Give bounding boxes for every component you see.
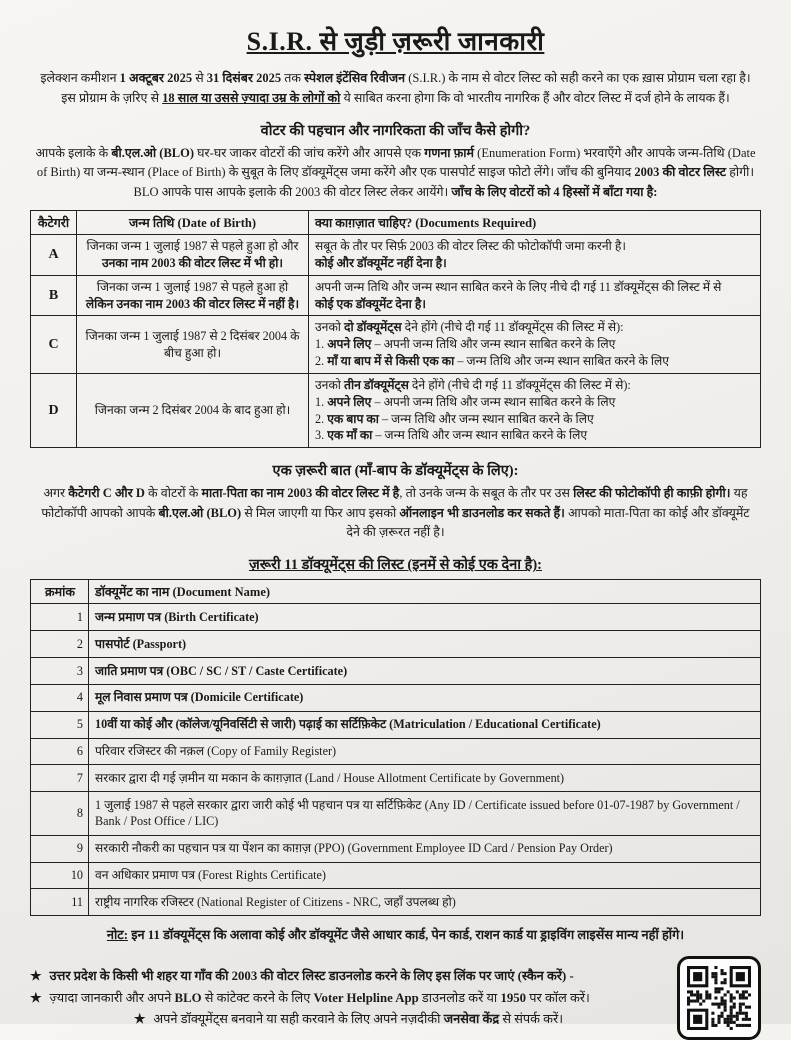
serial-header: क्रमांक: [31, 580, 89, 604]
star-icon: ★: [133, 1011, 146, 1026]
qr-pattern-icon: [687, 966, 751, 1030]
documents-line: 1. अपने लिए – अपनी जन्म तिथि और जन्म स्थान साबित करने के लिए: [315, 337, 616, 352]
category-row-D: [31, 373, 761, 447]
document-serial: 11: [31, 889, 89, 916]
document-name: जाति प्रमाण पत्र (OBC / SC / ST / Caste Certificate): [89, 658, 761, 685]
document-row-5: [31, 711, 761, 738]
dob-cell: जिनका जन्म 1 जुलाई 1987 से पहले हुआ हो लेकिन उनका नाम 2003 की वोटर लिस्ट में नहीं है।: [77, 275, 309, 316]
footer-bullet-text: अपने डॉक्यूमेंट्स बनवाने या सही करवाने के लिए अपने नज़दीकी जनसेवा केंद्र से संपर्क करें।: [153, 1011, 564, 1026]
document-row-2: [31, 631, 761, 658]
documents-cell: [309, 235, 761, 276]
documents-line: उनको तीन डॉक्यूमेंट्स देने होंगे (नीचे दी गई 11 डॉक्यूमेंट्स की लिस्ट में से):: [315, 377, 631, 392]
documents-table-header-row: [31, 580, 761, 604]
document-name: सरकारी नौकरी का पहचान पत्र या पेंशन का काग़ज़ (PPO) (Government Employee ID Card / Pension Pay Order): [89, 835, 761, 862]
category-row-A: [31, 235, 761, 276]
category-letter: D: [31, 373, 77, 447]
document-name: मूल निवास प्रमाण पत्र (Domicile Certificate): [89, 684, 761, 711]
document-row-3: [31, 658, 761, 685]
page-title: S.I.R. से जुड़ी ज़रूरी जानकारी: [246, 27, 545, 56]
document-name: पासपोर्ट (Passport): [89, 631, 761, 658]
document-name: जन्म प्रमाण पत्र (Birth Certificate): [89, 604, 761, 631]
documents-table: [30, 579, 761, 916]
documents-table-body: [31, 604, 761, 916]
document-name: सरकार द्वारा दी गई ज़मीन या मकान के काग़ज़ात (Land / House Allotment Certificate by Government): [89, 765, 761, 792]
category-header: कैटेगरी: [31, 211, 77, 235]
note-line: नोट: इन 11 डॉक्यूमेंट्स कि अलावा कोई और डॉक्यूमेंट जैसे आधार कार्ड, पेन कार्ड, राशन कार्ड या ड्राइविंग लाइसेंस मान्य नहीं होंगे।: [106, 928, 685, 943]
document-serial: 8: [31, 792, 89, 836]
document-name: परिवार रजिस्टर की नक़ल (Copy of Family Register): [89, 738, 761, 765]
documents-line: 2. एक बाप का – जन्म तिथि और जन्म स्थान साबित करने के लिए: [315, 411, 594, 426]
parents-docs-paragraph: अगर कैटेगरी C और D के वोटरों के माता-पिता का नाम 2003 की वोटर लिस्ट में है, तो उनके जन्म के सबूत के तौर पर उस लिस्ट की फोटोकॉपी ही काफ़ी होगी। यह फोटोकॉपी आपको आपके बी.एल.ओ (BLO) से मिल जाएगी या फिर आप इसको ऑनलाइन भी डाउनलोड कर सकते हैं। आपको माता-पिता का कोई और डॉक्यूमेंट देने की ज़रूरत नहीं है।: [41, 486, 750, 539]
footer: [30, 956, 761, 1040]
document-serial: 1: [31, 604, 89, 631]
document-serial: 4: [31, 684, 89, 711]
document-name-header: डॉक्यूमेंट का नाम (Document Name): [89, 580, 761, 604]
documents-line: 3. एक माँ का – जन्म तिथि और जन्म स्थान साबित करने के लिए: [315, 428, 588, 443]
document-name: राष्ट्रीय नागरिक रजिस्टर (National Register of Citizens - NRC, जहाँ उपलब्ध हो): [89, 889, 761, 916]
category-row-B: [31, 275, 761, 316]
qr-code: [677, 956, 761, 1040]
footer-bullet-2: [30, 988, 667, 1009]
document-row-10: [31, 862, 761, 889]
category-table-header-row: [31, 211, 761, 235]
footer-bullet-text: उत्तर प्रदेश के किसी भी शहर या गाँव की 2003 की वोटर लिस्ट डाउनलोड करने के लिए इस लिंक पर जाएं (स्कैन करें) -: [49, 969, 574, 984]
category-letter: B: [31, 275, 77, 316]
dob-cell: जिनका जन्म 1 जुलाई 1987 से 2 दिसंबर 2004 के बीच हुआ हो।: [77, 316, 309, 373]
document-serial: 10: [31, 862, 89, 889]
dob-cell: जिनका जन्म 1 जुलाई 1987 से पहले हुआ हो और उनका नाम 2003 की वोटर लिस्ट में भी हो।: [77, 235, 309, 276]
documents-cell: [309, 275, 761, 316]
footer-bullets: [30, 966, 667, 1029]
category-table: [30, 210, 761, 448]
footer-bullet-text: ज़्यादा जानकारी और अपने BLO से कांटेक्ट करने के लिए Voter Helpline App डाउनलोड करें या 1950 पर कॉल करें।: [49, 990, 590, 1005]
document-serial: 6: [31, 738, 89, 765]
documents-line: 2. माँ या बाप में से किसी एक का – जन्म तिथि और जन्म स्थान साबित करने के लिए: [315, 354, 670, 369]
document-row-7: [31, 765, 761, 792]
document-row-1: [31, 604, 761, 631]
document-row-11: [31, 889, 761, 916]
footer-bullet-1: [30, 966, 667, 987]
dob-header: जन्म तिथि (Date of Birth): [77, 211, 309, 235]
document-serial: 7: [31, 765, 89, 792]
document-serial: 9: [31, 835, 89, 862]
document-name: 1 जुलाई 1987 से पहले सरकार द्वारा जारी कोई भी पहचान पत्र या सर्टिफ़िकेट (Any ID / Certificate issued before 01-07-1987 by Government / Bank / Post Office / LIC): [89, 792, 761, 836]
documents-line: कोई एक डॉक्यूमेंट देना है।: [315, 296, 426, 311]
category-row-C: [31, 316, 761, 373]
document-row-6: [31, 738, 761, 765]
document-row-9: [31, 835, 761, 862]
intro-paragraph: इलेक्शन कमीशन 1 अक्टूबर 2025 से 31 दिसंबर 2025 तक स्पेशल इंटेंसिव रिवीजन (S.I.R.) के नाम से वोटर लिस्ट को सही करने का एक ख़ास प्रोग्राम चला रहा है। इस प्रोग्राम के ज़रिए से 18 साल या उससे ज़्यादा उम्र के लोगों को ये साबित करना होगा कि वो भारतीय नागरिक हैं और वोटर लिस्ट में दर्ज होने के लायक हैं।: [40, 71, 751, 105]
document-name: 10वीं या कोई और (कॉलेज/यूनिवर्सिटी से जारी) पढ़ाई का सर्टिफ़िकेट (Matriculation / Educational Certificate): [89, 711, 761, 738]
documents-line: उनको दो डॉक्यूमेंट्स देने होंगे (नीचे दी गई 11 डॉक्यूमेंट्स की लिस्ट में से):: [315, 320, 624, 335]
documents-line: कोई और डॉक्यूमेंट नहीं देना है।: [315, 255, 447, 270]
category-letter: A: [31, 235, 77, 276]
document-row-4: [31, 684, 761, 711]
identity-check-heading: वोटर की पहचान और नागरिकता की जाँच कैसे होगी?: [260, 123, 531, 139]
documents-list-heading: ज़रूरी 11 डॉक्यूमेंट्स की लिस्ट (इनमें से कोई एक देना है):: [248, 557, 543, 574]
star-icon: ★: [30, 969, 42, 984]
documents-line: अपनी जन्म तिथि और जन्म स्थान साबित करने के लिए नीचे दी गई 11 डॉक्यूमेंट्स की लिस्ट में से: [315, 279, 722, 294]
document-serial: 5: [31, 711, 89, 738]
category-table-body: [31, 235, 761, 448]
document-row-8: [31, 792, 761, 836]
documents-line: सबूत के तौर पर सिर्फ़ 2003 की वोटर लिस्ट की फोटोकॉपी जमा करनी है।: [315, 239, 626, 254]
documents-line: 1. अपने लिए – अपनी जन्म तिथि और जन्म स्थान साबित करने के लिए: [315, 394, 616, 409]
star-icon: ★: [30, 990, 42, 1005]
blo-paragraph: आपके इलाके के बी.एल.ओ (BLO) घर-घर जाकर वोटरों की जांच करेंगे और आपसे एक गणना फ़ार्म (Enumeration Form) भरवाएँगे और आपके जन्म-तिथि (Date of Birth) या जन्म-स्थान (Place of Birth) के सुबूत के लिए डॉक्यूमेंट्स जमा करेंगे और एक पासपोर्ट साइज फोटो लेंगे। जाँच की बुनियाद 2003 की वोटर लिस्ट होगी। BLO आपके पास आपके इलाके की 2003 की वोटर लिस्ट लेकर आयेंगे। जाँच के लिए वोटरों को 4 हिस्सों में बाँटा गया है:: [35, 146, 756, 199]
category-letter: C: [31, 316, 77, 373]
document-serial: 3: [31, 658, 89, 685]
dob-cell: जिनका जन्म 2 दिसंबर 2004 के बाद हुआ हो।: [77, 373, 309, 447]
parents-docs-heading: एक ज़रूरी बात (माँ-बाप के डॉक्यूमेंट्स के लिए):: [272, 463, 519, 480]
documents-header: क्या काग़ज़ात चाहिए? (Documents Required): [309, 211, 761, 235]
document-serial: 2: [31, 631, 89, 658]
footer-bullet-3: [30, 1009, 667, 1030]
document-name: वन अधिकार प्रमाण पत्र (Forest Rights Certificate): [89, 862, 761, 889]
documents-cell: [309, 373, 761, 447]
documents-cell: [309, 316, 761, 373]
